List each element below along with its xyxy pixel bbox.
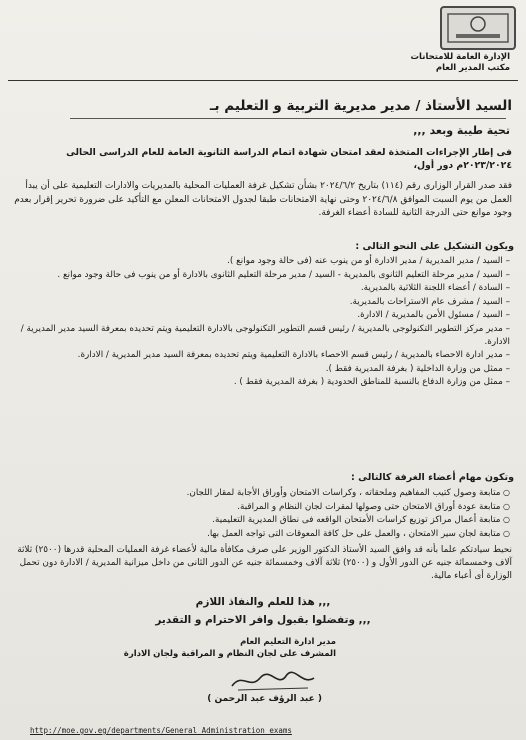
task-item: ○ متابعة وصول كتيب المفاهيم وملحقاته ، وكراسات الامتحان وأوراق الأجابة لمقار اللجان. xyxy=(14,487,510,500)
greeting: تحية طيبة وبعد ,,, xyxy=(413,124,510,137)
closing-line-1: هذا للعلم والنفاذ اللازم ,,, xyxy=(195,596,331,608)
ministry-emblem-icon xyxy=(446,12,510,44)
formation-title: ويكون التشكيل على النحو التالى : xyxy=(355,241,514,252)
org-line-1: الإدارة العامة للامتحانات xyxy=(410,52,510,62)
signatory-title-2: المشرف على لجان النظام و المراقبة ولجان الادارة xyxy=(123,649,336,659)
organization-header xyxy=(411,52,510,74)
member-item: – السيد / مسئول الأمن بالمديرية / الادارة. xyxy=(14,309,510,322)
body-text: فقد صدر القرار الوزارى رقم (١١٤) بتاريخ ٢٠٢٤/٦/٢ بشأن تشكيل غرفة العمليات المحلية بالمديريات والادارات التعليمية على أن يبدأ العمل من يوم السبت الموافق ٢٠٢٤/٦/٨ وحتى نهاية الامتحانات طبقا لجدول الامتحانات المعلن مع التأكيد على ضرورة تحرير إقرار بعدم وجود موانع حتى الدرجة الثانية للسادة أعضاء الغرفة. xyxy=(14,181,512,218)
members-list xyxy=(14,255,510,390)
body-paragraph xyxy=(12,180,512,221)
reward-paragraph xyxy=(12,544,512,583)
closing-line-2: وتفضلوا بقبول وافر الاحترام و التقدير ,,, xyxy=(155,614,371,626)
member-item: – السادة / أعضاء اللجنة الثلاثية بالمديرية. xyxy=(14,282,510,295)
member-item: – مدير ادارة الاحصاء بالمديرية / رئيس قسم الاحصاء بالادارة التعليمية ويتم تحديده بمعرفة السيد مدير المديرية / الادارة. xyxy=(14,349,510,362)
member-item: – السيد / مدير المديرية / مدير الادارة أو من ينوب عنه (فى حالة وجود موانع ). xyxy=(14,255,510,268)
salutation: السيد الأستاذ / مدير مديرية التربية و التعليم بـ xyxy=(209,98,512,114)
member-item: – السيد / مدير مرحلة التعليم الثانوى بالمديرية - السيد / مدير مرحلة التعليم الثانوى بالادارة أو من ينوب فى حالة وجود موانع . xyxy=(14,269,510,282)
member-item: – مدير مركز التطوير التكنولوجى بالمديرية / رئيس قسم التطوير التكنولوجى بالادارة التعليمية ويتم تحديده بمعرفة السيد مدير المديرية / الادارة. xyxy=(14,323,510,348)
salutation-underline xyxy=(70,118,506,119)
member-item: – ممثل من وزارة الدفاع بالنسبة للمناطق الحدودية ( بغرفة المديرية فقط ) . xyxy=(14,376,510,389)
signatory-name: ( عبد الرؤف عبد الرحمن ) xyxy=(207,694,322,704)
org-line-2: مكتب المدير العام xyxy=(435,63,510,73)
reward-text: نحيط سيادتكم علما بأنه قد وافق السيد الأستاذ الدكتور الوزير على صرف مكافأة مالية لأعضاء غرفة العمليات المحلية قدرها (٢٥٠٠) ثلاثة آلاف وخمسمائة جنيه عن الدور الأول و (٢٥٠٠) ثلاثة آلاف وخمسمائة جنيه عن الدور الثانى من داخل ميزانية المديرية / الادارة دون تحمل الوزارة أى أعباء مالية. xyxy=(17,545,512,581)
task-item: ○ متابعة عودة أوراق الامتحان حتى وصولها لمقرات لجان النظام و المراقبة. xyxy=(14,501,510,514)
task-item: ○ متابعة لجان سير الامتحان ، والعمل على حل كافة المعوقات التى تواجه العمل بها. xyxy=(14,528,510,541)
tasks-list xyxy=(14,487,510,541)
intro-paragraph xyxy=(12,146,512,172)
signature-block xyxy=(124,636,336,660)
tasks-title: وتكون مهام أعضاء الغرفة كالتالى : xyxy=(351,472,514,483)
intro-text: فى إطار الإجراءات المتخذة لعقد امتحان شهادة اتمام الدراسة الثانوية العامة للعام الدراسى الحالى ٢٠٢٣/٢٠٢٤م دور أول، xyxy=(66,147,512,171)
member-item: – السيد / مشرف عام الاستراحات بالمديرية. xyxy=(14,296,510,309)
ministry-logo xyxy=(440,6,516,50)
handwritten-signature xyxy=(228,668,318,694)
footer-url[interactable]: http://moe.gov.eg/departments/General_Administration_exams xyxy=(30,726,292,735)
header-divider xyxy=(8,80,518,81)
signatory-title-1: مدير ادارة التعليم العام xyxy=(240,637,336,647)
task-item: ○ متابعة أعمال مراكز توزيع كراسات الأمتحان الواقعه فى نطاق المديرية التعليمية. xyxy=(14,514,510,527)
member-item: – ممثل من وزارة الداخلية ( بغرفة المديرية فقط ). xyxy=(14,363,510,376)
